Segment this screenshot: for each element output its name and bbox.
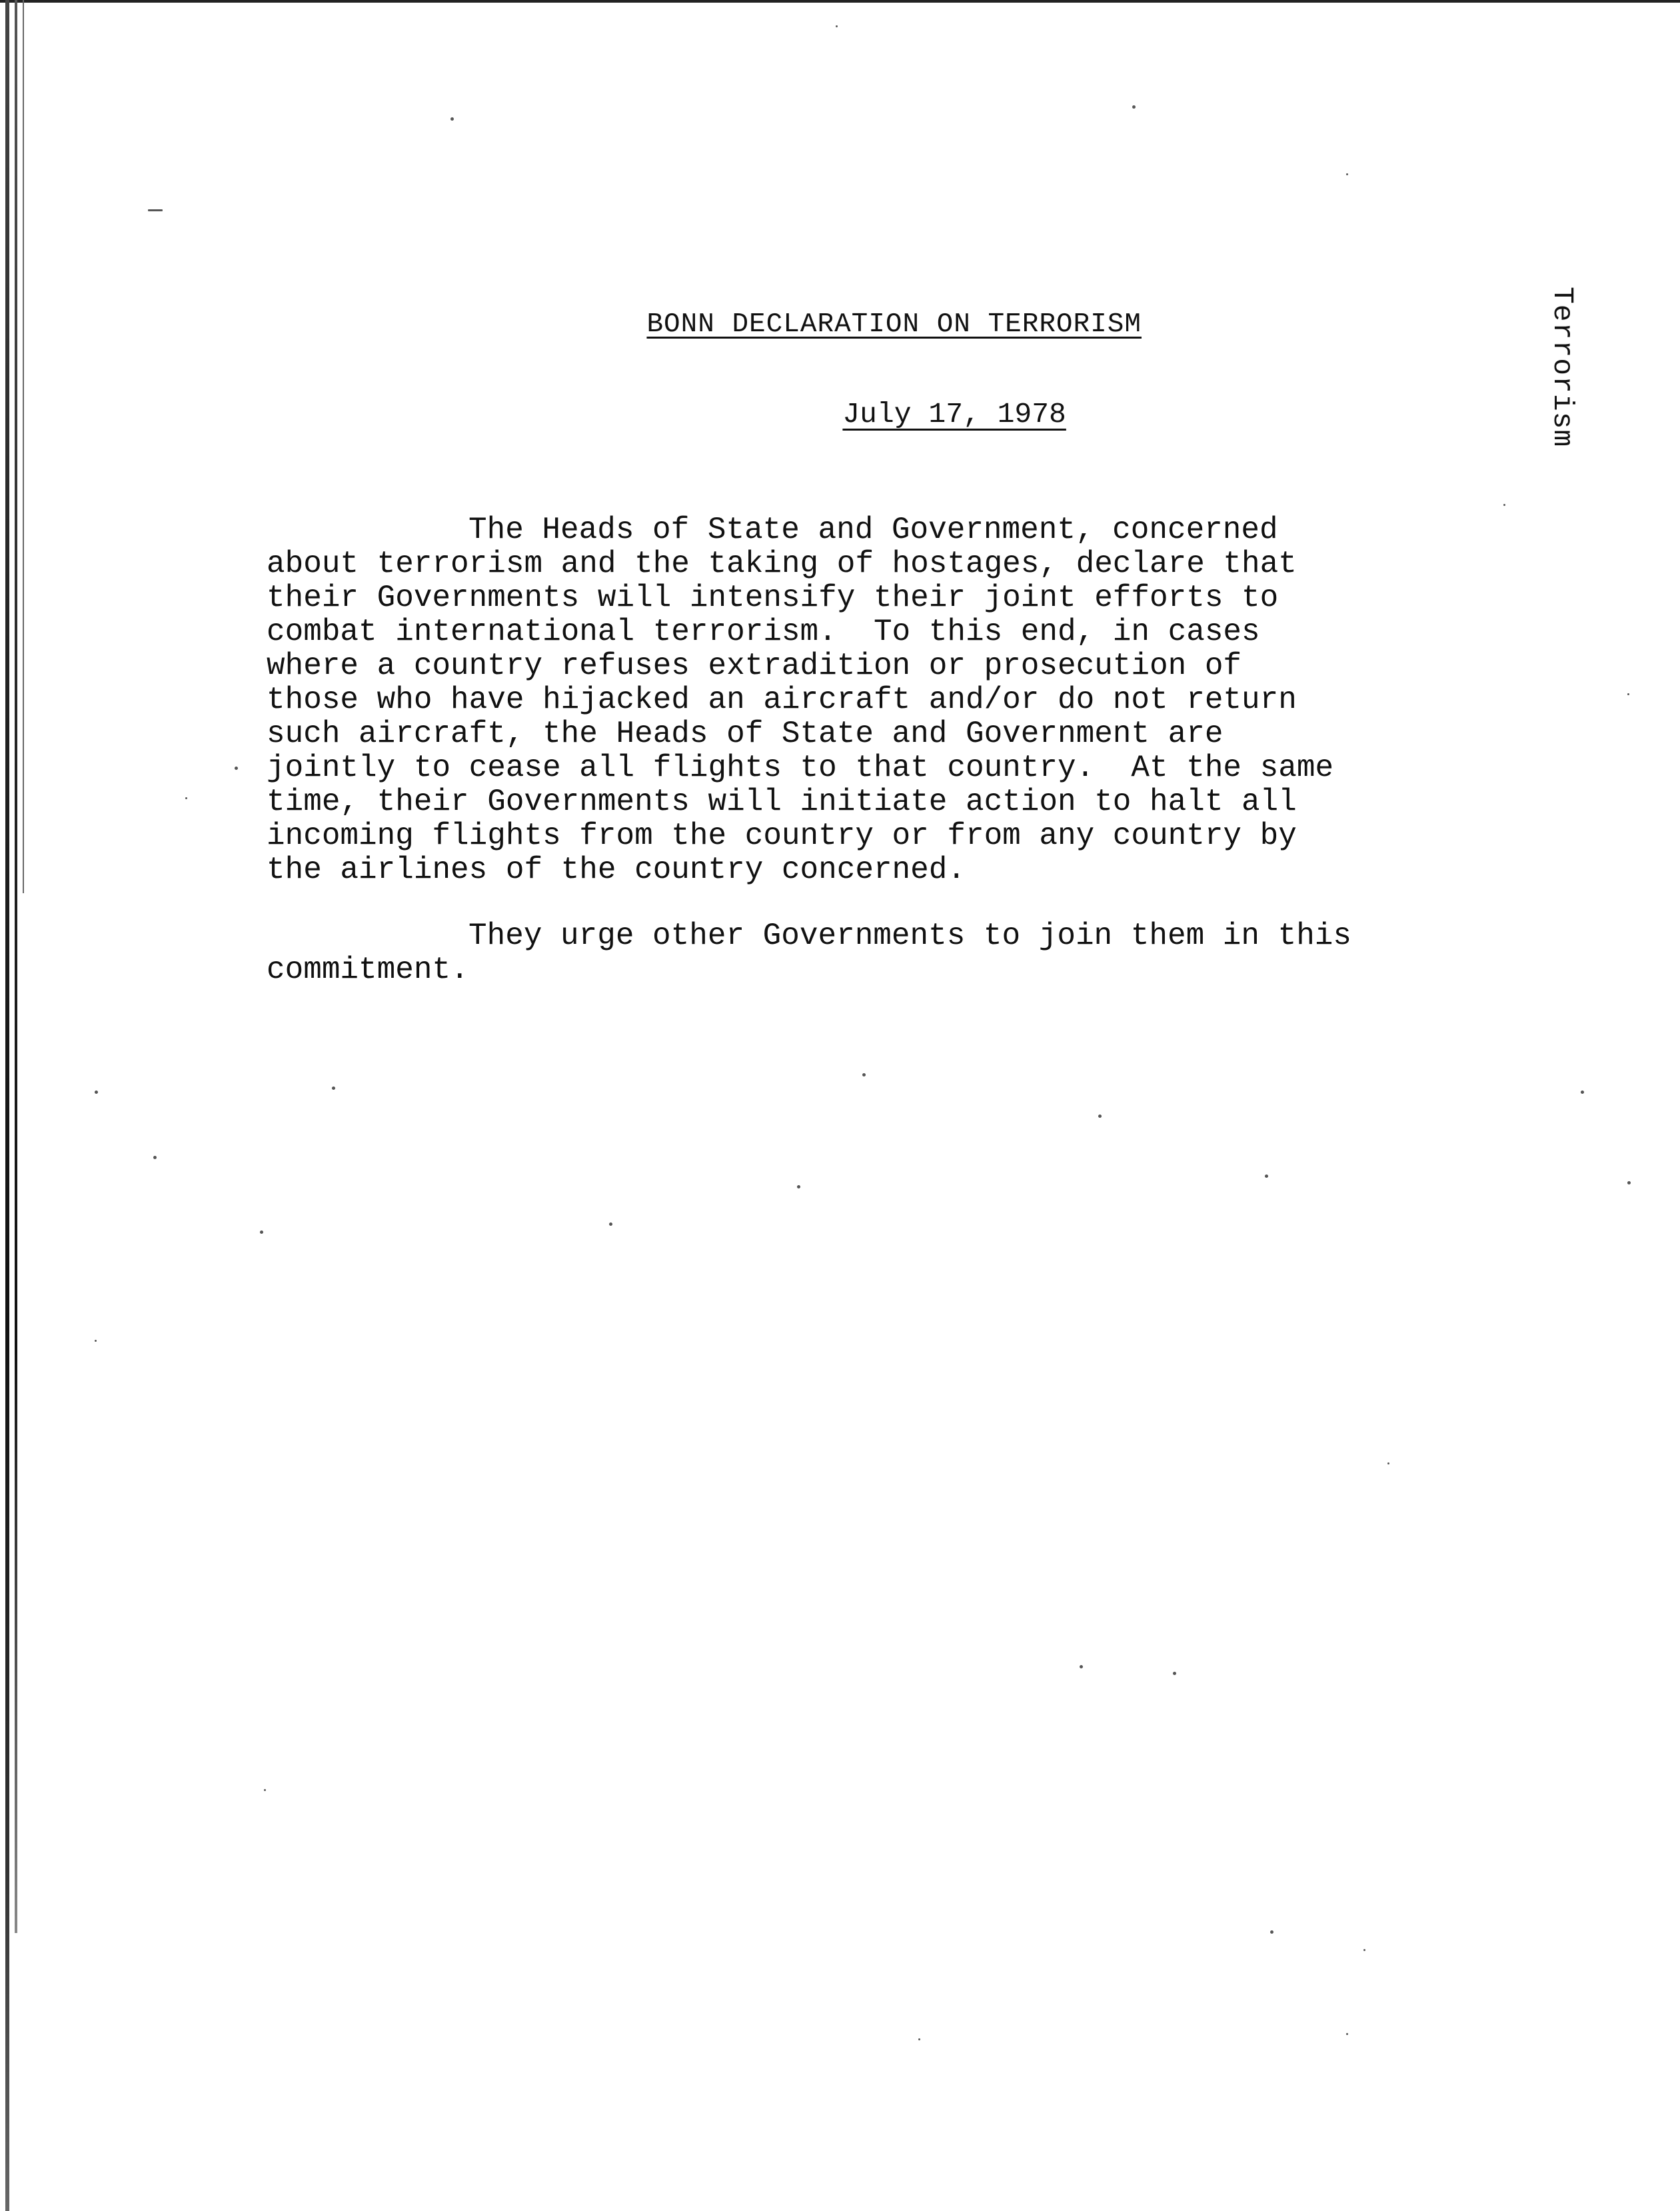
scan-speck xyxy=(1627,693,1629,695)
scan-speck xyxy=(797,1185,800,1188)
scan-speck xyxy=(450,117,454,121)
scan-speck xyxy=(609,1222,612,1226)
scan-speck xyxy=(235,767,238,770)
scan-speck xyxy=(1098,1114,1102,1118)
scan-speck xyxy=(1346,2033,1348,2035)
document-title-text: BONN DECLARATION ON TERRORISM xyxy=(646,309,1142,340)
scan-speck xyxy=(1270,1930,1273,1934)
scan-speck xyxy=(185,797,187,799)
scan-speck xyxy=(1363,1949,1365,1951)
scan-speck xyxy=(1265,1174,1268,1178)
scan-speck xyxy=(153,1156,157,1159)
paragraph-2 xyxy=(267,919,1486,987)
scan-speck xyxy=(332,1087,335,1090)
scan-speck xyxy=(836,25,838,27)
paragraph-line: such aircraft, the Heads of State and Government are xyxy=(267,717,1224,751)
paragraph-line: combat international terrorism. To this end, in cases xyxy=(267,615,1260,649)
scan-speck xyxy=(1387,1462,1389,1464)
paragraph-line: their Governments will intensify their joint efforts to xyxy=(267,581,1279,615)
scan-speck xyxy=(1132,105,1136,109)
scan-speck xyxy=(918,2038,920,2040)
scan-speck xyxy=(264,1789,266,1791)
scan-speck xyxy=(1346,173,1348,175)
paragraph-line: The Heads of State and Government, concerned xyxy=(468,513,1278,547)
paragraph-line: where a country refuses extradition or prosecution of xyxy=(267,649,1242,683)
scan-speck xyxy=(148,209,163,211)
scan-speck xyxy=(95,1091,98,1094)
scan-speck xyxy=(1627,1181,1631,1184)
paragraph-line: incoming flights from the country or from any country by xyxy=(267,819,1297,853)
paragraph-1 xyxy=(267,513,1486,887)
document-date xyxy=(0,365,1680,463)
paragraph-line: They urge other Governments to join them in this xyxy=(468,919,1352,953)
paragraph-line: jointly to cease all flights to that country. At the same xyxy=(267,751,1334,785)
scan-speck xyxy=(1080,1665,1083,1668)
scan-speck xyxy=(1503,504,1505,506)
side-tab-text: Terrorism xyxy=(1546,287,1579,448)
document-title xyxy=(0,279,1680,371)
scan-speck xyxy=(1581,1091,1584,1094)
scan-speck xyxy=(95,1340,97,1342)
paragraph-line: those who have hijacked an aircraft and/or do not return xyxy=(267,683,1297,717)
paragraph-line: the airlines of the country concerned. xyxy=(267,853,966,887)
scan-top-edge xyxy=(0,0,1680,3)
document-date-text: July 17, 1978 xyxy=(842,398,1066,431)
scan-speck xyxy=(1173,1672,1176,1675)
paragraph-line: time, their Governments will initiate action to halt all xyxy=(267,785,1297,819)
side-tab-label xyxy=(1543,287,1583,487)
scan-speck xyxy=(862,1073,866,1077)
scan-speck xyxy=(260,1230,263,1234)
document-body xyxy=(267,513,1486,987)
paragraph-line: about terrorism and the taking of hostages, declare that xyxy=(267,547,1297,581)
paragraph-line: commitment. xyxy=(267,953,469,987)
